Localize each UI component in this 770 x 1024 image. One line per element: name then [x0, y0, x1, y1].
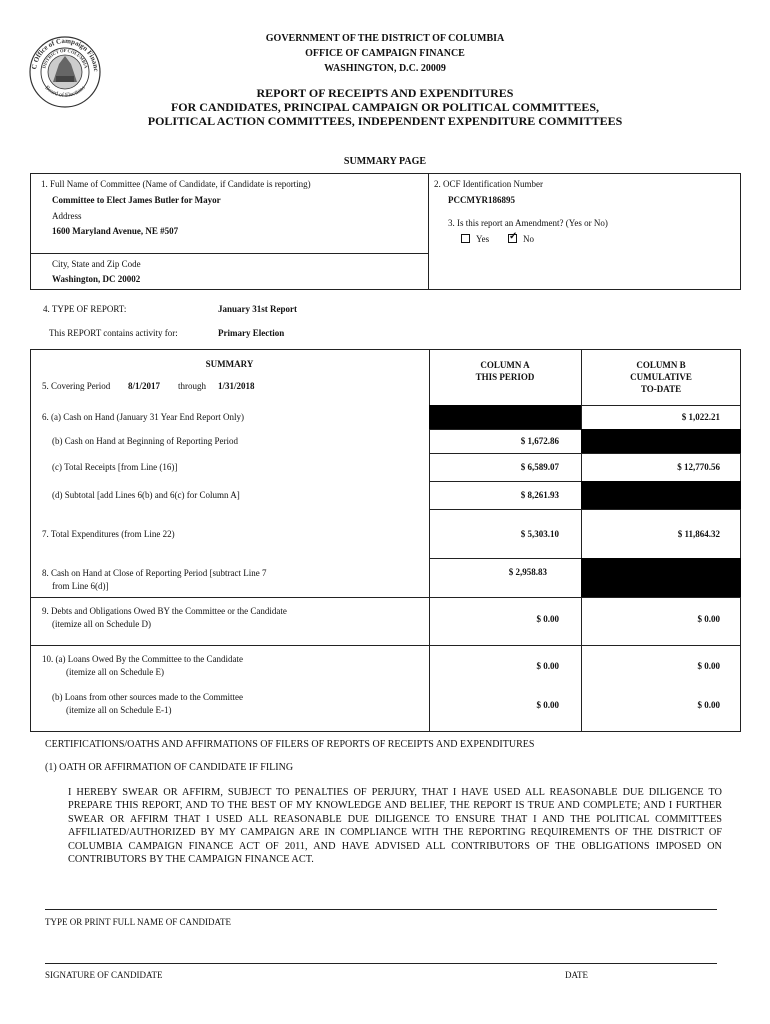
line-6d-col-a[interactable]: $ 8,261.93: [520, 490, 559, 500]
report-type-label: 4. TYPE OF REPORT:: [43, 304, 127, 314]
covering-period-label: 5. Covering Period: [42, 381, 111, 391]
oath-text: I HEREBY SWEAR OR AFFIRM, SUBJECT TO PENALTIES OF PERJURY, THAT I HAVE USED ALL REASONABLE DUE DILIGENCE TO PREPARE THIS REPORT, AND TO THE BEST OF MY KNOWLEDGE AND BELIEF, THE REPORT IS TRUE AND COMPLETE; AND I FURTHER SWEAR OR AFFIRM THAT I USED ALL REASONABLE DUE DILIGENCE TO ENSURE THAT I AND THE POLITICAL COMMITTEES AFFILIATED/AUTHORIZED BY MY CAMPAIGN ARE IN COMPLIANCE WITH THE REPORTING REQUIREMENTS OF THE DISTRICT OF COLUMBIA CAMPAIGN FINANCE ACT OF 2011, AND HAVE ADVISED ALL CONTRIBUTORS OF THE OBLIGATIONS IMPOSED ON CONTRIBUTORS BY THE CAMPAIGN FINANCE ACT.: [68, 787, 722, 866]
blocked-cell: [429, 405, 581, 429]
line-9-col-a[interactable]: $ 0.00: [536, 614, 559, 624]
city-value[interactable]: Washington, DC 20002: [52, 274, 141, 284]
report-type-value[interactable]: January 31st Report: [218, 304, 297, 314]
date-label: DATE: [565, 970, 588, 980]
amendment-yes[interactable]: [461, 234, 489, 244]
line-6b-label: (b) Cash on Hand at Beginning of Reporting Period: [52, 436, 238, 446]
committee-name-label: 1. Full Name of Committee (Name of Candidate, if Candidate is reporting): [41, 179, 311, 189]
seal-text-top: C Office of Campaign Financ: [30, 36, 101, 72]
seal-text-inner: DISTRICT OF COLUMBIA: [41, 47, 89, 69]
line-6b-col-a[interactable]: $ 1,672.86: [520, 436, 559, 446]
line-9-label: 9. Debts and Obligations Owed BY the Committee or the Candidate: [42, 606, 287, 616]
header-city: WASHINGTON, D.C. 20009: [324, 63, 446, 74]
line-7-col-b[interactable]: $ 11,864.32: [677, 529, 720, 539]
line-10a-col-b[interactable]: $ 0.00: [697, 661, 720, 671]
certification-heading: CERTIFICATIONS/OATHS AND AFFIRMATIONS OF FILERS OF REPORTS OF RECEIPTS AND EXPENDITURES: [45, 739, 535, 750]
line-8-label: 8. Cash on Hand at Close of Reporting Period [subtract Line 7: [42, 568, 267, 578]
period-from[interactable]: 8/1/2017: [128, 381, 161, 391]
blocked-cell: [581, 429, 741, 453]
line-6a-col-b[interactable]: $ 1,022.21: [681, 412, 720, 422]
address-label: Address: [52, 211, 82, 221]
line-10b-label-2: (itemize all on Schedule E-1): [66, 705, 172, 715]
blocked-cell: [581, 558, 741, 597]
seal-text-bottom: Board of Elections: [43, 85, 87, 99]
line-10a-col-a[interactable]: $ 0.00: [536, 661, 559, 671]
line-9-col-b[interactable]: $ 0.00: [697, 614, 720, 624]
address-value[interactable]: 1600 Maryland Avenue, NE #507: [52, 226, 179, 236]
line-10a-label: 10. (a) Loans Owed By the Committee to the Candidate: [42, 654, 243, 664]
blocked-cell: [581, 481, 741, 509]
yes-label: Yes: [476, 234, 490, 244]
city-label: City, State and Zip Code: [52, 259, 141, 269]
committee-name[interactable]: Committee to Elect James Butler for Mayor: [52, 195, 221, 205]
amendment-no[interactable]: [508, 234, 534, 244]
yes-checkbox[interactable]: [461, 234, 470, 243]
signature-line[interactable]: [45, 963, 717, 964]
column-b-header: COLUMN B CUMULATIVE TO-DATE: [630, 360, 692, 394]
line-6c-label: (c) Total Receipts [from Line (16)]: [52, 462, 178, 472]
no-checkbox[interactable]: [508, 234, 517, 243]
line-10b-col-b[interactable]: $ 0.00: [697, 700, 720, 710]
line-6d-label: (d) Subtotal [add Lines 6(b) and 6(c) for Column A]: [52, 490, 240, 500]
amendment-label: 3. Is this report an Amendment? (Yes or No): [448, 218, 608, 228]
column-a-header: COLUMN A THIS PERIOD: [475, 360, 535, 382]
line-6a-label: 6. (a) Cash on Hand (January 31 Year End Report Only): [42, 412, 244, 422]
ocf-id-label: 2. OCF Identification Number: [434, 179, 543, 189]
activity-label: This REPORT contains activity for:: [49, 328, 178, 338]
header-office: OFFICE OF CAMPAIGN FINANCE: [305, 48, 465, 59]
line-10a-label-2: (itemize all on Schedule E): [66, 667, 164, 677]
signature-label: SIGNATURE OF CANDIDATE: [45, 970, 163, 980]
period-to[interactable]: 1/31/2018: [218, 381, 255, 391]
line-9-label-2: (itemize all on Schedule D): [52, 619, 151, 629]
summary-heading: SUMMARY: [205, 359, 254, 369]
line-6c-col-a[interactable]: $ 6,589.07: [520, 462, 559, 472]
report-title-3: POLITICAL ACTION COMMITTEES, INDEPENDENT EXPENDITURE COMMITTEES: [147, 114, 623, 128]
candidate-name-label: TYPE OR PRINT FULL NAME OF CANDIDATE: [45, 917, 232, 927]
line-7-label: 7. Total Expenditures (from Line 22): [42, 529, 175, 539]
line-8-col-a[interactable]: $ 2,958.83: [508, 567, 547, 577]
line-7-col-a[interactable]: $ 5,303.10: [520, 529, 559, 539]
line-8-label-2: from Line 6(d)]: [52, 581, 109, 591]
ocf-id-value[interactable]: PCCMYR186895: [448, 195, 515, 205]
period-through: through: [178, 381, 206, 391]
line-6c-col-b[interactable]: $ 12,770.56: [677, 462, 720, 472]
report-title-1: REPORT OF RECEIPTS AND EXPENDITURES: [256, 86, 514, 100]
line-10b-label: (b) Loans from other sources made to the Committee: [52, 692, 243, 702]
line-10b-col-a[interactable]: $ 0.00: [536, 700, 559, 710]
oath-subheading: (1) OATH OR AFFIRMATION OF CANDIDATE IF FILING: [45, 762, 294, 773]
no-label: No: [523, 234, 534, 244]
candidate-name-line[interactable]: [45, 909, 717, 910]
header-gov: GOVERNMENT OF THE DISTRICT OF COLUMBIA: [265, 33, 505, 44]
summary-page-title: SUMMARY PAGE: [343, 156, 427, 167]
activity-value[interactable]: Primary Election: [218, 328, 285, 338]
report-title-2: FOR CANDIDATES, PRINCIPAL CAMPAIGN OR POLITICAL COMMITTEES,: [170, 100, 600, 114]
